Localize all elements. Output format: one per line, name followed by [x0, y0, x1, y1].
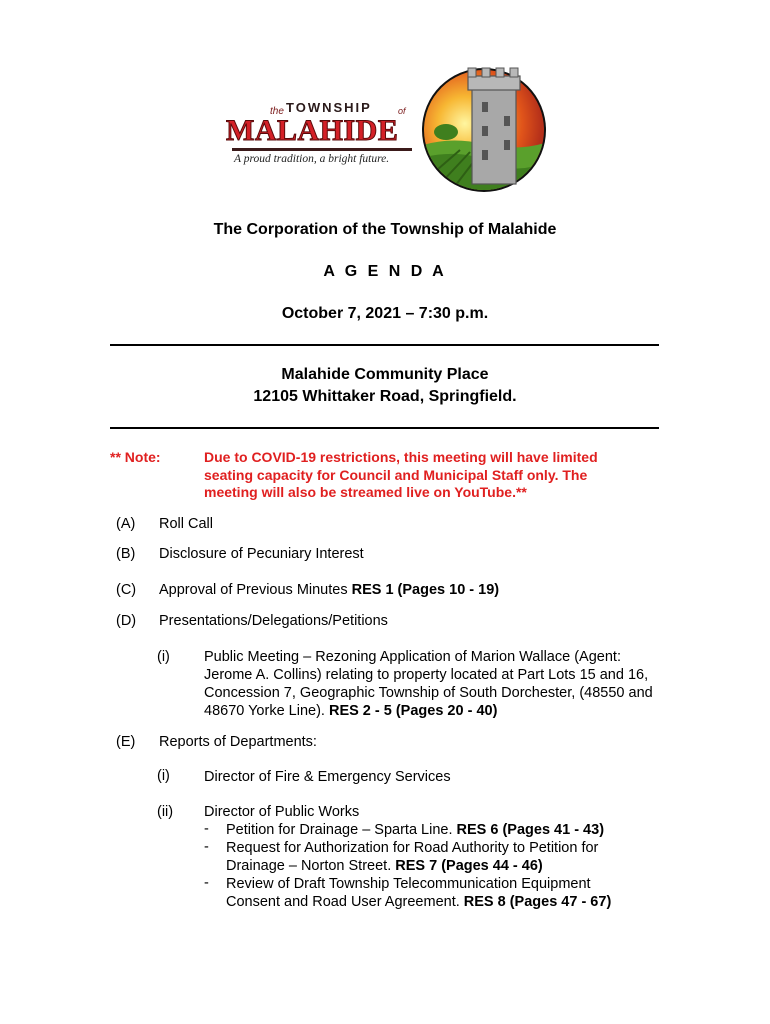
item-d-text: Presentations/Delegations/Petitions — [159, 613, 388, 629]
bullet-text: Petition for Drainage – Sparta Line. — [226, 822, 457, 838]
item-e-sub-ii-text: Director of Public Works — [204, 804, 360, 820]
item-a-text: Roll Call — [159, 516, 213, 532]
bullet-dash: - — [204, 875, 209, 891]
meeting-date: October 7, 2021 – 7:30 p.m. — [281, 305, 489, 322]
item-e-sub-i-text: Director of Fire & Emergency Services — [204, 769, 451, 785]
bullet-resolution: RES 7 (Pages 44 - 46) — [395, 858, 543, 874]
item-b-letter: (B) — [116, 546, 136, 562]
item-e-text: Reports of Departments: — [159, 734, 317, 750]
item-c-text: Approval of Previous Minutes — [159, 582, 352, 598]
logo-tagline: A proud tradition, a bright future. — [234, 153, 390, 165]
item-e-sub-i-num: (i) — [157, 768, 170, 784]
item-d-sub-i-resolution: RES 2 - 5 (Pages 20 - 40) — [328, 703, 498, 719]
item-d-sub-i-num: (i) — [157, 649, 170, 665]
item-d-sub-i — [204, 648, 654, 720]
logo-of: of — [398, 106, 406, 116]
item-d-sub-i-text: Public Meeting – Rezoning Application of Marion Wallace (Agent: Jerome A. Collins) relating to property located at Part Lots 15 and 16, Concession 7, Geographic Township of South Dorchester, (48550 and 48670 Yorke Line). — [204, 649, 653, 719]
venue-name: Malahide Community Place — [281, 366, 489, 383]
item-c-resolution: RES 1 (Pages 10 - 19) — [351, 582, 500, 598]
note-label: ** Note: — [110, 449, 161, 465]
township-logo — [222, 66, 547, 196]
logo-name: MALAHIDE — [226, 114, 399, 147]
corporation-title: The Corporation of the Township of Malahide — [213, 221, 557, 238]
item-d-letter: (D) — [116, 613, 137, 629]
item-e-sub-ii-num: (ii) — [157, 804, 174, 820]
bullet-text: Review of Draft Township Telecommunication Equipment Consent and Road User Agreement. — [226, 876, 591, 910]
bullet-item — [226, 821, 646, 839]
bullet-text: Request for Authorization for Road Authority to Petition for Drainage – Norton Street. — [226, 840, 599, 874]
item-b-text: Disclosure of Pecuniary Interest — [159, 546, 364, 562]
bullet-dash: - — [204, 821, 209, 837]
item-c-letter: (C) — [116, 582, 137, 598]
item-c — [159, 582, 659, 598]
agenda-heading: A G E N D A — [323, 263, 447, 280]
bullet-resolution: RES 8 (Pages 47 - 67) — [463, 894, 612, 910]
venue-address: 12105 Whittaker Road, Springfield. — [253, 388, 517, 405]
castle-tower-emblem-icon — [420, 66, 548, 194]
bullet-dash: - — [204, 839, 209, 855]
logo-township: TOWNSHIP — [286, 100, 372, 115]
bullet-item — [226, 875, 646, 911]
bullet-item — [226, 839, 646, 875]
item-e-letter: (E) — [116, 734, 136, 750]
bullet-resolution: RES 6 (Pages 41 - 43) — [456, 822, 605, 838]
logo-rule — [232, 148, 412, 151]
divider-bottom — [110, 427, 659, 429]
item-a-letter: (A) — [116, 516, 136, 532]
divider-top — [110, 344, 659, 346]
note-text: Due to COVID-19 restrictions, this meeting will have limited seating capacity for Council and Municipal Staff only. The meeting will also be streamed live on YouTube.** — [204, 449, 598, 500]
logo-the: the — [270, 106, 284, 117]
